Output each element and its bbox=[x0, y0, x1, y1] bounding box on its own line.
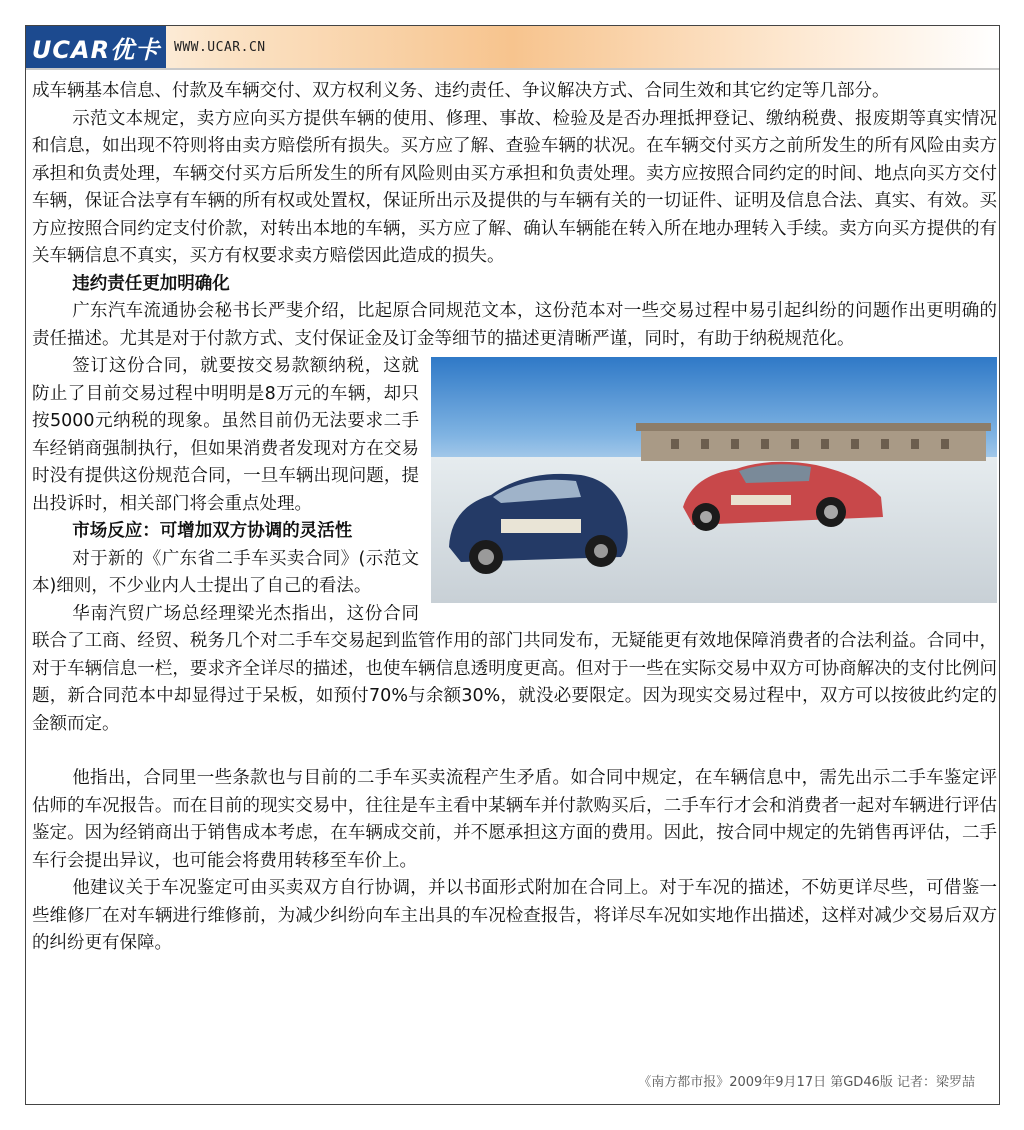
header-divider bbox=[26, 68, 999, 70]
article-body bbox=[32, 78, 997, 958]
paragraph-8: 他建议关于车况鉴定可由买卖双方自行协调，并以书面形式附加在合同上。对于车况的描述，不妨更详尽些，可借鉴一些维修厂在对车辆进行维修前，为减少纠纷向车主出具的车况检查报告，将详尽车况如实地作出描述，这样对减少交易后双方的纠纷更有保障。 bbox=[32, 878, 997, 953]
logo-text: UCAR优卡 bbox=[31, 35, 161, 64]
paragraph-7: 他指出，合同里一些条款也与目前的二手车买卖流程产生矛盾。如合同中规定，在车辆信息中，需先出示二手车鉴定评估师的车况报告。而在目前的现实交易中，往往是车主看中某辆车并付款购买后，二手车行才会和消费者一起对车辆进行评估鉴定。因为经销商出于销售成本考虑，在车辆成交前，并不愿承担这方面的费用。因此，按合同中规定的先销售再评估，二手车行会提出异议，也可能会将费用转移至车价上。 bbox=[32, 768, 997, 871]
section-heading-liability: 违约责任更加明确化 bbox=[72, 273, 230, 294]
paragraph-6: 华南汽贸广场总经理梁光杰指出，这份合同联合了工商、经贸、税务几个对二手车交易起到监管作用的部门共同发布，无疑能更有效地保障消费者的合法利益。合同中，对于车辆信息一栏，要求齐全详尽的描述，也使车辆信息透明度更高。但对于一些在实际交易中双方可协商解决的支付比例问题，新合同范本中却显得过于呆板，如预付70%与余额30%，就没必要限定。因为现实交易过程中，双方可以按彼此约定的金额而定。 bbox=[32, 603, 997, 734]
paragraph-4: 签订这份合同，就要按交易款额纳税，这就防止了目前交易过程中明明是8万元的车辆，却只按5000元纳税的现象。虽然目前仍无法要求二手车经销商强制执行，但如果消费者发现对方在交易时没有提供这份规范合同，一旦车辆出现问题，提出投诉时，相关部门将会重点处理。 bbox=[32, 356, 419, 514]
header-bar bbox=[26, 26, 999, 68]
page-frame bbox=[25, 25, 1000, 1105]
paragraph-1: 成车辆基本信息、付款及车辆交付、双方权利义务、违约责任、争议解决方式、合同生效和其它约定等几部分。 bbox=[32, 81, 890, 101]
paragraph-2: 示范文本规定，卖方应向买方提供车辆的使用、修理、事故、检验及是否办理抵押登记、缴纳税费、报废期等真实情况和信息，如出现不符则将由卖方赔偿所有损失。买方应了解、查验车辆的状况。在车辆交付买方之前所发生的所有风险由卖方承担和负责处理，车辆交付买方后所发生的所有风险则由买方承担和负责处理。卖方应按照合同约定的时间、地点向买方交付车辆，保证合法享有车辆的所有权或处置权，保证所出示及提供的与车辆有关的一切证件、证明及信息合法、真实、有效。买方应按照合同约定支付价款，对转出本地的车辆，买方应了解、确认车辆能在转入所在地办理转入手续。卖方向买方提供的有关车辆信息不真实，买方有权要求卖方赔偿因此造成的损失。 bbox=[32, 108, 997, 266]
paragraph-5: 对于新的《广东省二手车买卖合同》(示范文本)细则，不少业内人士提出了自己的看法。 bbox=[32, 548, 419, 596]
ucar-logo[interactable] bbox=[26, 26, 166, 68]
ferrari-cars-photo bbox=[431, 357, 997, 603]
paragraph-3: 广东汽车流通协会秘书长严斐介绍，比起原合同规范文本，这份范本对一些交易过程中易引起纠纷的问题作出更明确的责任描述。尤其是对于付款方式、支付保证金及订金等细节的描述更清晰严谨，同时，有助于纳税规范化。 bbox=[32, 301, 997, 349]
byline: 《南方都市报》2009年9月17日 第GD46版 记者：梁罗喆 bbox=[638, 1075, 975, 1090]
site-url[interactable]: WWW.UCAR.CN bbox=[174, 40, 266, 55]
section-heading-market: 市场反应：可增加双方协调的灵活性 bbox=[72, 521, 353, 541]
